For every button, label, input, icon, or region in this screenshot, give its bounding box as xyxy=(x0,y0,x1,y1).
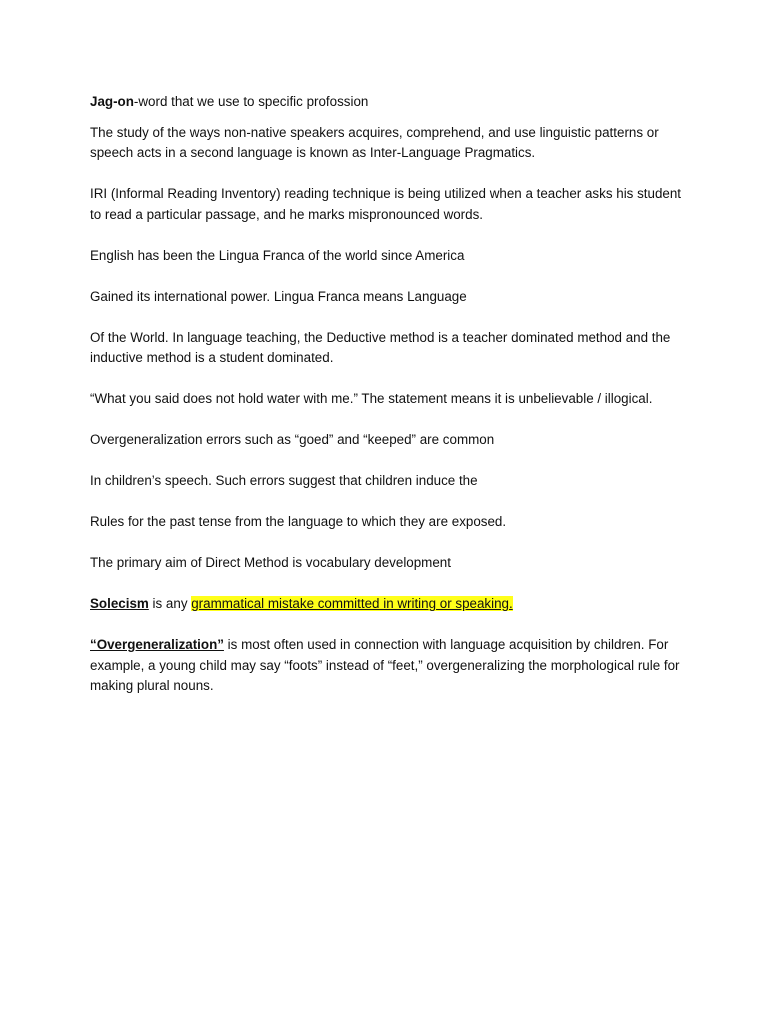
paragraph-overgeneralization-errors: Overgeneralization errors such as “goed” and “keeped” are common xyxy=(90,432,495,447)
paragraph-iri: IRI (Informal Reading Inventory) reading technique is being utilized when a teacher asks his student to read a particular passage, and he marks mispronounced words. xyxy=(90,186,682,222)
solecism-connector: is any xyxy=(148,596,192,611)
paragraph-interlanguage-pragmatics: The study of the ways non-native speakers acquires, comprehend, and use linguistic patterns or speech acts in a second language is known as Inter-Language Pragmatics. xyxy=(90,124,659,160)
paragraph-jargon xyxy=(90,92,690,113)
paragraph-direct-method: The primary aim of Direct Method is vocabulary development xyxy=(90,555,451,570)
paragraph-lingua-franca-2: Gained its international power. Lingua Franca means Language xyxy=(90,288,467,304)
paragraph-deductive-method: Of the World. In language teaching, the Deductive method is a teacher dominated method and the inductive method is a student dominated. xyxy=(90,329,671,365)
paragraph-solecism xyxy=(90,594,690,615)
paragraph-overgeneralization xyxy=(90,635,690,697)
term-jargon: Jag-on xyxy=(90,94,134,109)
paragraph-childrens-speech: In children’s speech. Such errors suggest that children induce the xyxy=(90,473,478,488)
document-page xyxy=(90,92,690,697)
paragraph-lingua-franca-1: English has been the Lingua Franca of the world since America xyxy=(90,247,465,263)
overgeneralization-definition: is most often used in connection with language acquisition by children. For example, a young child may say “foots” instead of “feet,” overgeneralizing the morphological rule for making plural nouns. xyxy=(90,637,680,693)
jargon-definition: -word that we use to specific profossion xyxy=(133,94,369,109)
paragraph-past-tense-rules: Rules for the past tense from the language to which they are exposed. xyxy=(90,514,507,529)
highlighted-definition: grammatical mistake committed in writing or speaking. xyxy=(191,596,513,611)
term-overgeneralization: “Overgeneralization” xyxy=(90,637,224,652)
paragraph-hold-water: “What you said does not hold water with me.” The statement means it is unbelievable / illogical. xyxy=(90,391,653,406)
term-solecism: Solecism xyxy=(90,596,149,611)
